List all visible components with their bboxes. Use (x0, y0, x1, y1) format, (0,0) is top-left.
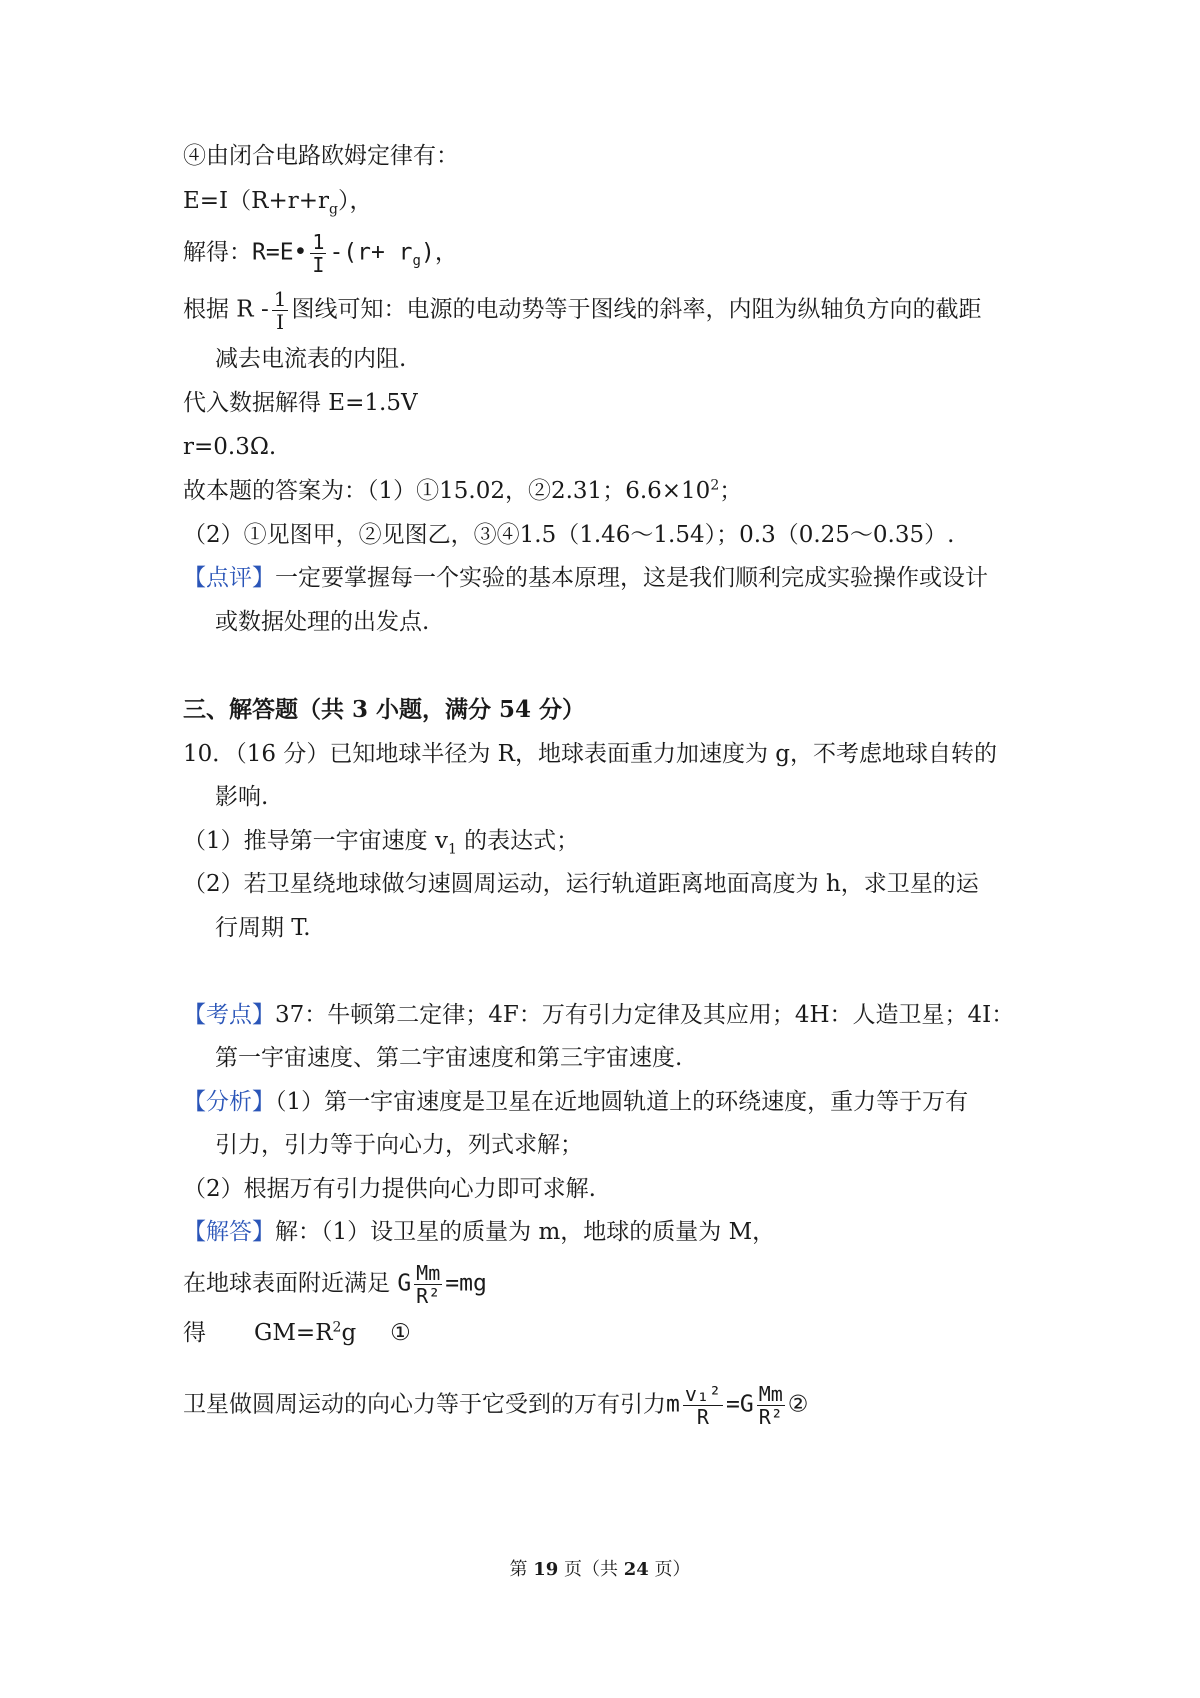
question-line: 10．（16 分）已知地球半径为 R，地球表面重力加速度为 g，不考虑地球自转的 (183, 741, 998, 767)
page-total: 24 (623, 1559, 649, 1580)
comment-line (183, 563, 988, 593)
formula: =G (725, 1391, 754, 1418)
page-number: 19 (533, 1559, 559, 1580)
label-text: 一定要掌握每一个实验的基本原理，这是我们顺利完成实验操作或设计 (275, 565, 988, 591)
denominator: R² (758, 1405, 783, 1429)
subscript: 1 (447, 841, 457, 858)
label-text: 37：牛顿第二定律；4F：万有引力定律及其应用；4H：人造卫星；4I： (275, 1002, 1015, 1028)
equation-line (183, 1318, 411, 1348)
label-text: 解：（1）设卫星的质量为 m，地球的质量为 M， (275, 1219, 776, 1245)
question-line: 行周期 T. (215, 915, 311, 941)
label-text: 在地球表面附近满足 (183, 1270, 398, 1297)
fraction (757, 1384, 785, 1427)
numerator: Mm (758, 1382, 783, 1406)
label-text: 得 (183, 1320, 206, 1346)
formula: g (341, 1320, 357, 1346)
label-text: （1）推导第一宇宙速度 v (183, 828, 448, 854)
label-text: ， (434, 239, 458, 266)
superscript: 2 (710, 477, 720, 494)
formula: -(r+ r (329, 239, 413, 266)
text-line: 减去电流表的内阻. (215, 346, 407, 372)
equation-text: ）， (337, 188, 373, 214)
fraction (414, 1263, 442, 1306)
label-text: （1）第一宇宙速度是卫星在近地圆轨道上的环绕速度，重力等于万有 (275, 1089, 969, 1115)
label-text: 解得： (183, 239, 252, 266)
tag-kaodian: 【考点】 (183, 1002, 275, 1028)
footer-text: 第 (509, 1559, 534, 1580)
answer-line (183, 476, 742, 506)
text-line: 代入数据解得 E=1.5V (183, 390, 418, 416)
label-text: 故本题的答案为：（1）①15.02，②2.31；6.6×10 (183, 478, 711, 504)
equation-marker: ② (787, 1391, 809, 1418)
numerator: 1 (273, 287, 287, 311)
subscript: g (412, 253, 421, 270)
tag-comment: 【点评】 (183, 565, 275, 591)
fraction (310, 232, 326, 275)
kaodian-line (183, 1000, 1014, 1030)
question-line (183, 826, 579, 856)
equation-text: E=I（R+r+r (183, 188, 329, 214)
denominator: I (312, 253, 325, 277)
formula: G (397, 1270, 412, 1297)
solution-line (183, 1217, 775, 1247)
label-text: 根据 R - (183, 296, 269, 323)
subscript: g (329, 201, 338, 218)
question-line: （2）若卫星绕地球做匀速圆周运动，运行轨道距离地面高度为 h，求卫星的运 (183, 871, 979, 897)
tag-solution: 【解答】 (183, 1219, 275, 1245)
equation-line (183, 232, 458, 275)
text-line: 或数据处理的出发点. (215, 609, 430, 635)
fraction (272, 289, 289, 332)
denominator: R (696, 1405, 709, 1429)
formula: m (666, 1391, 680, 1418)
text-line: （2）根据万有引力提供向心力即可求解. (183, 1176, 596, 1202)
numerator: 1 (312, 230, 325, 254)
page-footer (0, 1558, 1200, 1582)
label-text: 图线可知：电源的电动势等于图线的斜率，内阻为纵轴负方向的截距 (291, 296, 982, 323)
text-line: 引力，引力等于向心力，列式求解； (215, 1132, 583, 1158)
superscript: 2 (332, 1319, 342, 1336)
analysis-line (183, 1087, 968, 1117)
denominator: R² (416, 1284, 441, 1308)
equation-line (183, 1384, 808, 1427)
text-line: r=0.3Ω. (183, 434, 277, 460)
formula: ) (420, 239, 435, 266)
formula: GM=R (254, 1320, 333, 1346)
text-line (183, 289, 981, 332)
section-heading: 三、解答题（共 3 小题，满分 54 分） (183, 696, 586, 723)
equation-line (183, 186, 372, 216)
denominator: I (276, 310, 285, 334)
fraction (683, 1384, 723, 1427)
formula: =mg (445, 1270, 487, 1297)
formula: R=E• (252, 239, 308, 266)
text-line: ④由闭合电路欧姆定律有： (183, 143, 459, 169)
label-text: 的表达式； (456, 828, 580, 854)
numerator: Mm (416, 1261, 441, 1285)
label-text: 卫星做圆周运动的向心力等于它受到的万有引力 (183, 1391, 666, 1418)
equation-line (183, 1263, 487, 1306)
footer-text: 页（共 (558, 1559, 624, 1580)
equation-marker: ① (390, 1320, 411, 1346)
numerator: v₁² (684, 1382, 721, 1406)
tag-analysis: 【分析】 (183, 1089, 275, 1115)
text-line: 第一宇宙速度、第二宇宙速度和第三宇宙速度. (215, 1045, 683, 1071)
footer-text: 页） (648, 1559, 691, 1580)
answer-line: （2）①见图甲，②见图乙，③④1.5（1.46～1.54）；0.3（0.25～0.35）. (183, 522, 955, 548)
label-text: ； (719, 478, 743, 504)
question-line: 影响. (215, 784, 269, 810)
